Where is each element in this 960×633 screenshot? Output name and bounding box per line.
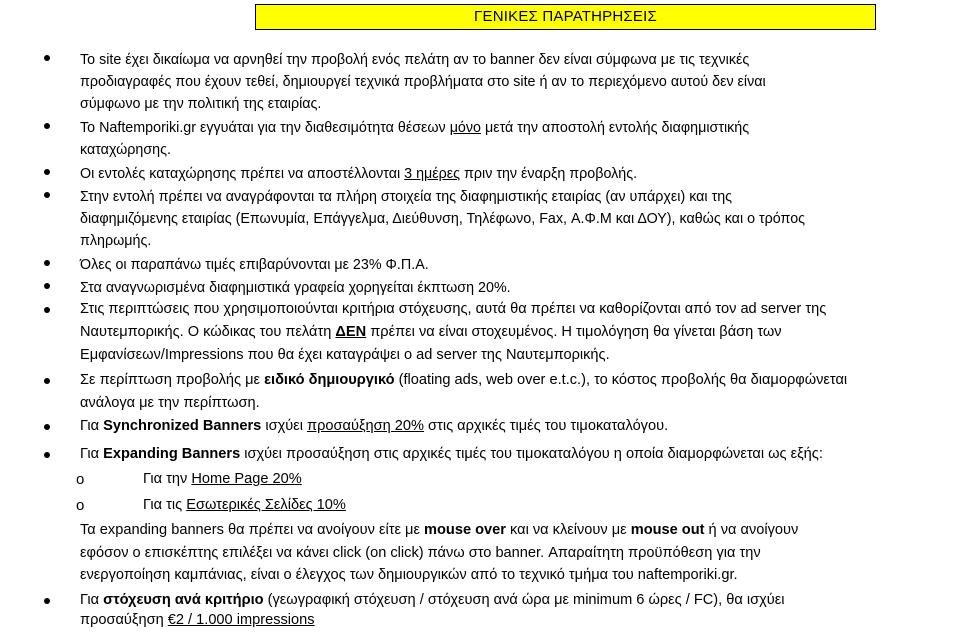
emphasis-bold: ΔΕΝ	[335, 324, 367, 340]
list-item-text: Για Synchronized Banners ισχύει προσαύξηση 20% στις αρχικές τιμές του τιμοκαταλόγου.	[80, 418, 669, 434]
emphasis-underline: €2 / 1.000 impressions	[167, 612, 315, 628]
emphasis-underline: Εσωτερικές Σελίδες 10%	[186, 497, 346, 513]
list-item-text: Σε περίπτωση προβολής με ειδικό δημιουργικό (floating ads, web over e.t.c.), το κόστος προβολής θα διαμορφώνεται	[80, 372, 848, 388]
bullet-icon	[44, 169, 50, 175]
list-item-text: καταχώρησης.	[80, 142, 171, 158]
list-item-text: Στις περιπτώσεις που χρησιμοποιούνται κριτήρια στόχευσης, αυτά θα πρέπει να καθορίζονται από τον ad server της	[80, 301, 827, 317]
list-item-text: ενεργοποίηση καμπάνιας, είναι ο έλεγχος των δημιουργικών από το τεχνικό τμήμα του naftemporiki.gr.	[80, 567, 738, 583]
list-item-text: σύμφωνο με την πολιτική της εταιρίας.	[80, 96, 322, 112]
list-item-text: Ναυτεμπορικής. Ο κώδικας του πελάτη ΔΕΝ πρέπει να είναι στοχευμένος. Η τιμολόγηση θα γίνεται βάση των	[80, 324, 782, 340]
list-item-text: ανάλογα με την περίπτωση.	[80, 395, 260, 411]
bullet-icon	[44, 424, 50, 430]
list-item-text: Όλες οι παραπάνω τιμές επιβαρύνονται με 23% Φ.Π.Α.	[80, 257, 429, 273]
emphasis-bold: mouse out	[630, 522, 705, 538]
list-item-text: Στην εντολή πρέπει να αναγράφονται τα πλήρη στοιχεία της διαφημιστικής εταιρίας (αν υπάρχει) και της	[80, 189, 733, 205]
bullet-icon	[44, 123, 50, 129]
list-item-text: Εμφανίσεων/Impressions που θα έχει καταγράψει ο ad server της Ναυτεμπορικής.	[80, 347, 610, 363]
sub-list-item-text: Για τις Εσωτερικές Σελίδες 10%	[143, 497, 346, 513]
emphasis-bold: στόχευση ανά κριτήριο	[103, 592, 264, 608]
bullet-icon	[44, 192, 50, 198]
page-title: ΓΕΝΙΚΕΣ ΠΑΡΑΤΗΡΗΣΕΙΣ	[255, 4, 876, 30]
emphasis-bold: Synchronized Banners	[103, 418, 262, 434]
list-item-text: Στα αναγνωρισμένα διαφημιστικά γραφεία χορηγείται έκπτωση 20%.	[80, 280, 511, 296]
bullet-icon	[44, 55, 50, 61]
emphasis-underline: μόνο	[449, 120, 481, 136]
list-item-text: πληρωμής.	[80, 233, 152, 249]
list-item-text: διαφημιζόμενης εταιρίας (Επωνυμία, Επάγγελμα, Διεύθυνση, Τηλέφωνο, Fax, Α.Φ.Μ και ΔΟΥ), καθώς και ο τρόπος	[80, 211, 806, 227]
bullet-icon	[44, 378, 50, 384]
emphasis-bold: mouse over	[424, 522, 506, 538]
emphasis-underline: Home Page 20%	[191, 471, 302, 487]
list-item-text: προσαύξηση €2 / 1.000 impressions	[80, 612, 315, 628]
emphasis-bold: ειδικό δημιουργικό	[264, 372, 395, 388]
sub-bullet-marker: o	[76, 497, 85, 514]
bullet-icon	[44, 260, 50, 266]
list-item-text: Για Expanding Banners ισχύει προσαύξηση στις αρχικές τιμές του τιμοκαταλόγου η οποία διαμορφώνεται ως εξής:	[80, 446, 823, 462]
sub-bullet-marker: o	[76, 471, 85, 488]
emphasis-underline: 3 ημέρες	[404, 166, 461, 182]
list-item-text: προδιαγραφές που έχουν τεθεί, δημιουργεί τεχνικά προβλήματα στο site ή αν το περιεχόμενο αυτού δεν είναι	[80, 74, 766, 90]
sub-list-item-text: Για την Home Page 20%	[143, 471, 302, 487]
list-item-text: Το Naftemporiki.gr εγγυάται για την διαθεσιμότητα θέσεων μόνο μετά την αποστολή εντολής διαφημιστικής	[80, 120, 750, 136]
emphasis-underline: προσαύξηση 20%	[307, 418, 424, 434]
emphasis-bold: Expanding Banners	[103, 446, 241, 462]
bullet-icon	[44, 598, 50, 604]
bullet-icon	[44, 307, 50, 313]
list-item-text: Το site έχει δικαίωμα να αρνηθεί την προβολή ενός πελάτη αν το banner δεν είναι σύμφωνα με τις τεχνικές	[80, 52, 750, 68]
list-item-text: Τα expanding banners θα πρέπει να ανοίγουν είτε με mouse over και να κλείνουν με mouse out ή να ανοίγουν	[80, 522, 799, 538]
list-item-text: Για στόχευση ανά κριτήριο (γεωγραφική στόχευση / στόχευση ανά ώρα με minimum 6 ώρες / FC), θα ισχύει	[80, 592, 785, 608]
list-item-text: Οι εντολές καταχώρησης πρέπει να αποστέλλονται 3 ημέρες πριν την έναρξη προβολής.	[80, 166, 638, 182]
bullet-icon	[44, 283, 50, 289]
list-item-text: εφόσον ο επισκέπτης επιλέξει να κάνει click (on click) πάνω στο banner. Απαραίτητη προϋπόθεση για την	[80, 545, 761, 561]
bullet-icon	[44, 452, 50, 458]
